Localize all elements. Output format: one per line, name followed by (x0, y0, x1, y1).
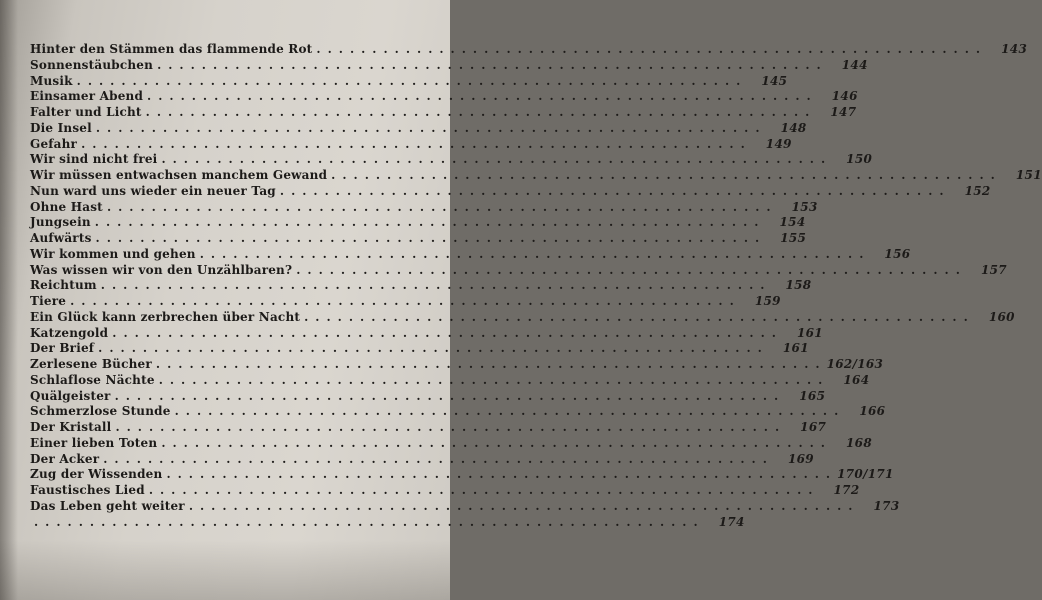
toc-entry (30, 467, 894, 483)
toc-entry-page: 162/163 (826, 357, 884, 371)
toc-entry-page: 161 (782, 341, 809, 356)
toc-entry-page: 160 (988, 309, 1015, 324)
dot-leader: ............................................................ (166, 467, 838, 482)
toc-entry-title: Schlaflose Nächte (30, 372, 155, 387)
toc-entry-page: 164 (843, 372, 870, 387)
toc-entry-page: 158 (785, 278, 812, 293)
toc-entry (30, 57, 868, 74)
toc-entry (30, 89, 858, 105)
toc-entry-page: 155 (780, 231, 807, 245)
toc-entry (30, 483, 860, 499)
toc-entry-title: Tiere (30, 294, 67, 308)
toc-entry-title: Ohne Hast (30, 199, 103, 214)
toc-entry-title: Einsamer Abend (30, 89, 144, 104)
toc-entry-page: 153 (791, 199, 818, 214)
toc-entry-title: Faustisches Lied (30, 483, 145, 497)
toc-entry (30, 183, 991, 200)
dot-leader: ............................................................ (199, 246, 871, 261)
toc-entry (30, 278, 812, 294)
toc-entry (30, 435, 872, 452)
toc-entry-page: 147 (830, 105, 857, 119)
toc-entry (30, 262, 1007, 279)
toc-entry-page: 150 (846, 152, 873, 167)
toc-entry-title: Nun ward uns wieder ein neuer Tag (30, 183, 276, 198)
toc-entry-page: 157 (980, 262, 1007, 277)
toc-entry-title: Einer lieben Toten (30, 435, 158, 450)
dot-leader: ............................................................ (161, 435, 832, 450)
toc-entry-page: 168 (846, 435, 872, 450)
toc-entry-title: Der Brief (30, 341, 95, 356)
toc-entry (30, 420, 827, 436)
toc-entry-title: Jungsein (30, 215, 91, 230)
toc-entry-page: 166 (859, 404, 886, 419)
toc-entry-title: Was wissen wir von den Unzählbaren? (30, 262, 293, 277)
toc-entry (30, 215, 806, 231)
toc-entry-title: Zerlesene Bücher (30, 357, 152, 371)
toc-entry-title: Wir kommen und gehen (30, 246, 196, 261)
toc-entry-page: 172 (833, 483, 860, 497)
toc-entry (30, 309, 1015, 326)
dot-leader: ............................................................ (81, 136, 752, 151)
toc-entry-title: Falter und Licht (30, 105, 142, 119)
page-bottom-shadow (0, 540, 450, 600)
toc-entry (30, 199, 818, 216)
toc-entry-page: 165 (799, 388, 826, 403)
toc-entry-title: Sonnenstäubchen (30, 57, 154, 72)
dot-leader: ............................................................ (103, 451, 774, 466)
toc-entry-title: Die Insel (30, 120, 92, 135)
toc-entry-title: Quälgeister (30, 388, 111, 403)
toc-entry (30, 514, 745, 531)
toc-entry-title: Ein Glück kann zerbrechen über Nacht (30, 309, 301, 324)
toc-entry-title: Hinter den Stämmen das flammende Rot (30, 42, 313, 56)
toc-entry-title: Zug der Wissenden (30, 467, 163, 482)
toc-entry-page: 149 (765, 136, 792, 151)
dot-leader: ............................................................ (304, 309, 975, 324)
dot-leader: ............................................................ (112, 325, 783, 340)
dot-leader: ............................................................ (279, 183, 951, 198)
toc-entry (30, 168, 1042, 184)
dot-leader: ............................................................ (115, 420, 787, 434)
dot-leader: ............................................................ (316, 42, 988, 56)
toc-entry-page: 146 (831, 89, 858, 104)
toc-entry-title: Wir sind nicht frei (30, 152, 158, 167)
dot-leader: ............................................................ (296, 262, 967, 277)
toc-entry-page: 148 (780, 120, 807, 135)
toc-entry-page: 143 (1001, 42, 1028, 56)
dot-leader: ............................................................ (106, 199, 778, 214)
dot-leader: ............................................................ (161, 152, 833, 167)
toc-entry (30, 357, 884, 373)
dot-leader: ............................................................ (155, 357, 827, 371)
toc-entry-title: Das Leben geht weiter (30, 498, 185, 513)
toc-entry (30, 372, 870, 389)
dot-leader: ............................................................ (145, 105, 817, 119)
toc-entry-title: Wir müssen entwachsen manchem Gewand (30, 168, 328, 182)
dot-leader: ............................................................ (147, 89, 818, 104)
dot-leader: ............................................................ (94, 215, 766, 230)
dot-leader: ............................................................ (95, 231, 767, 245)
toc-entry-page: 173 (873, 498, 900, 513)
toc-entry (30, 404, 886, 420)
dot-leader: ............................................................ (148, 483, 820, 497)
toc-entry (30, 498, 900, 515)
toc-entry-page: 151 (1015, 168, 1042, 182)
toc-entry (30, 105, 857, 121)
toc-entry (30, 246, 911, 263)
toc-entry (30, 73, 788, 90)
dot-leader: ............................................................ (70, 294, 741, 308)
toc-entry-page: 170/171 (837, 467, 894, 482)
toc-entry-page: 156 (884, 246, 911, 261)
toc-entry-title: Gefahr (30, 136, 78, 151)
toc-entry (30, 451, 814, 468)
toc-entry (30, 341, 809, 357)
toc-entry (30, 136, 792, 153)
toc-entry-page: 159 (754, 294, 781, 308)
toc-entry (30, 152, 873, 168)
toc-entry (30, 120, 807, 137)
toc-entry-page: 169 (787, 451, 814, 466)
toc-entry-title: Der Acker (30, 451, 100, 466)
dot-leader: ............................................................ (98, 341, 769, 356)
toc-entry-page: 152 (964, 183, 991, 198)
toc-entry-title: Aufwärts (30, 231, 92, 245)
toc-entry (30, 294, 781, 310)
dot-leader: ............................................................ (100, 278, 772, 293)
dot-leader: ............................................................ (188, 498, 860, 513)
dot-leader: ............................................................ (331, 168, 1002, 182)
toc-entry-page: 154 (779, 215, 806, 230)
toc-entry-title: Schmerzlose Stunde (30, 404, 171, 419)
toc-entry (30, 325, 823, 342)
dot-leader: ............................................................ (95, 120, 767, 135)
toc-entry-page: 167 (800, 420, 827, 434)
toc-entry (30, 42, 1028, 58)
dot-leader: ............................................................ (157, 57, 828, 72)
toc-entry-page: 174 (718, 514, 745, 529)
dot-leader: ............................................................ (34, 514, 705, 529)
toc-entry-page: 145 (761, 73, 788, 88)
toc-entry-title: Reichtum (30, 278, 97, 293)
toc-entry-title: Der Kristall (30, 420, 112, 434)
toc-entry (30, 231, 807, 247)
toc-entry-page: 144 (841, 57, 868, 72)
toc-entry-title: Musik (30, 73, 73, 88)
dot-leader: ............................................................ (76, 73, 748, 88)
toc-entry-page: 161 (796, 325, 823, 340)
dot-leader: ............................................................ (174, 404, 846, 419)
page-gutter-shadow (0, 0, 18, 600)
table-of-contents (30, 42, 1042, 530)
dot-leader: ............................................................ (158, 372, 830, 387)
toc-entry-title: Katzengold (30, 325, 109, 340)
dot-leader: ............................................................ (114, 388, 786, 403)
toc-entry (30, 388, 826, 405)
